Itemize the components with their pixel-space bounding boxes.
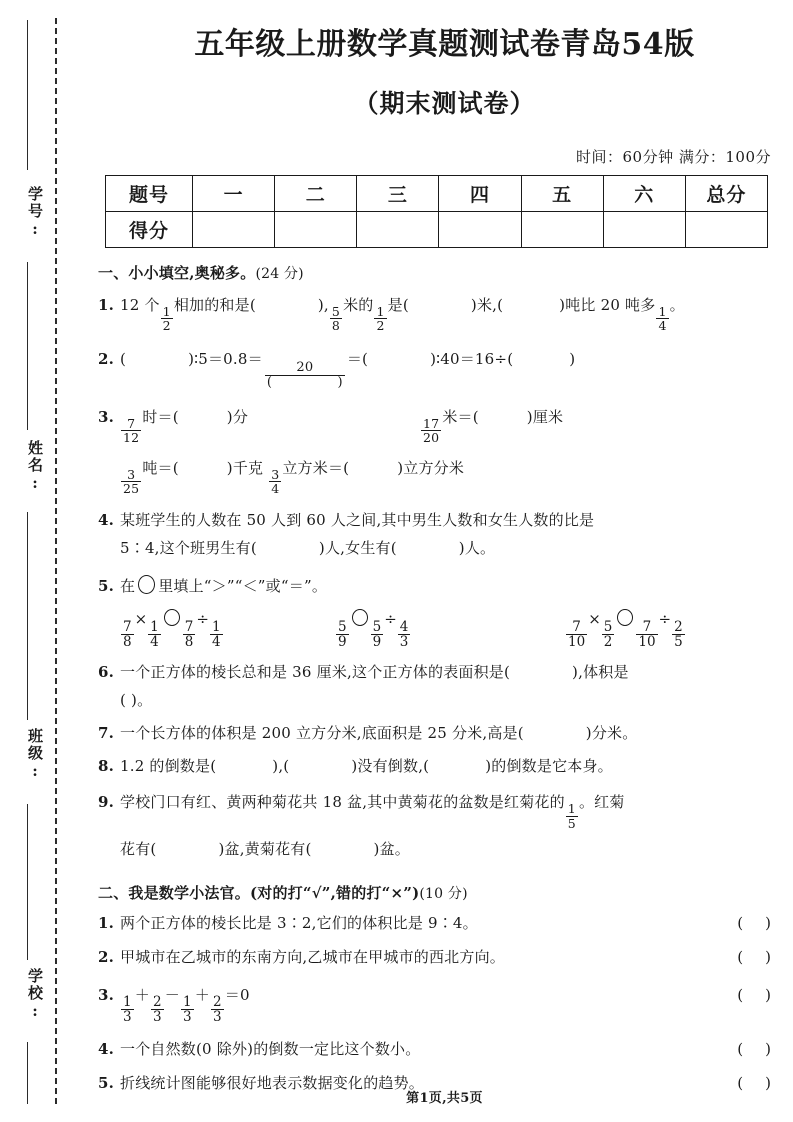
fill-in-question-9 [96,789,793,863]
table-row-header [106,175,768,211]
fill-in-question-8 [96,753,793,781]
q1-part-6: )米,( [470,295,504,314]
margin-rule-3 [27,512,28,720]
comparison-circle-icon [138,575,155,594]
q8-part-b: ),( [272,756,290,775]
fraction-1-3-b: $\frac{1}{3}$ [183,994,192,1026]
q9-line-1b: 。红菊 [578,793,625,812]
margin-label-name: 姓名: [26,440,44,494]
true-false-answer-blank-5[interactable]: ( ) [737,1073,771,1092]
margin-label-class: 班级: [26,728,44,782]
true-false-math-expression [120,982,250,1025]
true-false-answer-blank-3[interactable]: ( ) [737,985,771,1004]
q7-part-b: )分米。 [585,723,638,742]
q3-d-text: 立方米＝( [282,458,350,477]
question-number: 5. [98,1073,115,1092]
operator-minus: － [164,985,180,1004]
score-cell-5[interactable] [521,211,603,247]
fraction-three-twentyfifths: $\frac{3}{25}$ [123,466,140,496]
q4-line-2a: 5∶4,这个班男生有( [120,538,257,557]
fraction-2-3: $\frac{2}{3}$ [153,994,162,1026]
page-subtitle: （期末测试卷） [353,88,536,118]
left-margin-column [0,0,96,1122]
question-number: 3. [98,408,115,427]
q1-part-1: 12 个 [120,295,160,314]
score-cell-1[interactable] [193,211,275,247]
q3-a-unit: )分 [226,408,249,427]
question-number: 9. [98,793,115,812]
page-footer: 第1页,共5页 [406,1091,483,1106]
fraction-seven-twelfths: $\frac{7}{12}$ [123,416,140,446]
question-number: 7. [98,723,115,742]
true-false-item-2 [96,944,793,971]
question-number: 1. [98,295,115,314]
operator-times-3: × [588,610,601,629]
section-1-index: 一、 [98,263,129,282]
conversion-row-2 [120,455,793,496]
section-heading-true-false [96,882,793,903]
table-row-scores [106,211,768,247]
fraction-5-2: $\frac{5}{2}$ [603,618,613,651]
question-number: 4. [98,1039,115,1058]
true-false-answer-blank-1[interactable]: ( ) [737,913,771,932]
score-table-col-2: 二 [275,175,357,211]
true-false-text: 两个正方体的棱长比是 3∶2,它们的体积比是 9∶4。 [120,913,478,932]
comparison-circle-icon-2[interactable] [352,609,368,626]
page-title: 五年级上册数学真题测试卷青岛54版 [194,27,695,62]
question-number: 2. [98,947,115,966]
q9-line-2c: )盆。 [373,839,410,858]
true-false-text: 折线统计图能够很好地表示数据变化的趋势。 [120,1073,425,1092]
question-number: 1. [98,913,115,932]
q8-part-c: )没有倒数,( [351,756,430,775]
score-table-col-1: 一 [193,175,275,211]
section-2-index: 二、 [98,883,129,902]
q2-part-2: )∶5＝0.8＝ [188,350,263,368]
comparison-circle-icon-3[interactable] [617,609,633,626]
fraction-5-9-b: $\frac{5}{9}$ [372,618,382,651]
conversion-c [120,458,264,496]
q7-part-a: 一个长方体的体积是 200 立方分米,底面积是 25 分米,高是( [120,723,524,742]
question-number: 8. [98,756,115,775]
operator-plus: ＋ [134,985,150,1004]
fill-in-question-2 [96,346,793,390]
fraction-2-3-b: $\frac{2}{3}$ [213,994,222,1026]
q3-d-unit: )立方分米 [397,458,465,477]
fraction-seventeen-twentieths: $\frac{17}{20}$ [423,416,440,446]
margin-label-student-number: 学号: [26,186,44,240]
fraction-2-5: $\frac{2}{5}$ [674,618,683,651]
true-false-answer-blank-2[interactable]: ( ) [737,947,771,966]
conversion-b [420,404,563,445]
q1-part-5: 是( [387,295,409,314]
section-2-title: 我是数学小法官。(对的打“√”,错的打“×”) [128,883,420,902]
score-table [105,175,768,248]
comparison-item-3 [565,606,686,649]
q5-prompt-a: 在 [120,576,136,595]
fraction-one-half-2: $\frac{1}{2}$ [376,303,385,333]
fraction-one-quarter: $\frac{1}{4}$ [658,303,667,333]
q3-a-text: 时＝( [142,408,179,427]
comparison-item-2 [335,606,565,649]
fraction-one-half: $\frac{1}{2}$ [162,303,171,333]
q1-part-3: ), [317,295,329,314]
score-cell-total[interactable] [685,211,767,247]
q8-part-d: )的倒数是它本身。 [485,756,613,775]
conversion-row-1 [120,404,793,445]
fraction-one-fifth: $\frac{1}{5}$ [567,801,576,831]
q2-part-1: ( [120,350,127,368]
fraction-five-eighths: $\frac{5}{8}$ [331,303,341,333]
comparison-expressions-row [96,606,793,649]
operator-divide-3: ÷ [658,610,672,629]
q3-b-unit: )厘米 [526,408,564,427]
score-table-col-5: 五 [521,175,603,211]
score-cell-6[interactable] [603,211,685,247]
q2-part-3: ＝( [346,350,369,368]
fill-in-question-6 [96,659,793,715]
q5-prompt-b: 里填上“＞”“＜”或“＝”。 [158,576,328,595]
score-table-col-6: 六 [603,175,685,211]
fraction-7-8-b: $\frac{7}{8}$ [184,618,194,651]
true-false-item-4 [96,1036,793,1063]
q9-line-2a: 花有( [120,839,157,858]
q6-line-1b: ),体积是 [572,663,629,682]
score-table-col-4: 四 [439,175,521,211]
fill-in-question-3 [96,404,793,495]
score-cell-3[interactable] [357,211,439,247]
q1-part-8: 。 [669,295,685,314]
fraction-numerator: 20 [296,359,314,375]
question-number: 4. [98,511,115,530]
q4-line-2c: )人。 [458,538,496,557]
fraction-three-quarters: $\frac{3}{4}$ [271,466,280,496]
q3-b-text: 米＝( [442,408,479,427]
operator-plus-2: ＋ [194,985,210,1004]
score-table-col-total: 总分 [685,175,767,211]
margin-rule-4 [27,804,28,960]
fraction-1-3: $\frac{1}{3}$ [123,994,132,1026]
score-cell-4[interactable] [439,211,521,247]
margin-label-school: 学校: [26,968,44,1022]
margin-rule-1 [27,20,28,170]
comparison-item-1 [120,606,335,649]
q1-part-7: )吨比 20 吨多 [559,295,656,314]
question-number: 2. [98,350,115,368]
true-false-answer-blank-4[interactable]: ( ) [737,1039,771,1058]
q6-line-1a: 一个正方体的棱长总和是 36 厘米,这个正方体的表面积是( [120,663,511,682]
question-number: 5. [98,576,115,595]
time-and-total-score: 时间：60分钟 满分：100分 [576,147,771,166]
equals-zero: ＝0 [224,985,250,1004]
q4-line-1: 某班学生的人数在 50 人到 60 人之间,其中男生人数和女生人数的比是 [120,511,595,530]
score-table-row-label-number: 题号 [106,175,193,211]
section-2-points: (10 分) [419,885,468,902]
q3-c-text: 吨＝( [142,458,179,477]
section-1-points: (24 分) [255,265,304,282]
q9-line-2 [120,836,793,864]
fraction-twenty-over-blank [265,361,345,391]
fraction-denominator-blank[interactable]: ( ) [266,374,343,390]
question-number: 3. [98,985,115,1004]
comparison-circle-icon-1[interactable] [164,609,180,626]
operator-divide: ÷ [196,610,209,629]
q2-part-4: )∶40＝16÷( [430,350,514,368]
fraction-1-4: $\frac{1}{4}$ [150,618,159,651]
seal-dashed-line [55,18,57,1104]
fill-in-question-7 [96,720,793,748]
fraction-4-3: $\frac{4}{3}$ [399,618,409,651]
conversion-a [120,404,420,445]
fraction-7-8: $\frac{7}{8}$ [123,618,132,651]
operator-times: × [134,610,148,629]
margin-rule-5 [27,1042,28,1104]
score-table-row-label-score: 得分 [106,211,193,247]
q1-part-2: 相加的和是( [173,295,256,314]
true-false-item-1 [96,910,793,937]
q4-line-2 [120,535,793,563]
conversion-d [268,458,465,496]
fraction-1-4-b: $\frac{1}{4}$ [211,618,221,651]
q9-line-1a: 学校门口有红、黄两种菊花共 18 盆,其中黄菊花的盆数是红菊花的 [120,793,565,812]
margin-rule-2 [27,262,28,430]
q8-part-a: 1.2 的倒数是( [120,756,217,775]
exam-sheet [96,0,793,1122]
true-false-text: 一个自然数(0 除外)的倒数一定比这个数小。 [120,1039,421,1058]
q1-part-4: 米的 [343,295,374,314]
fraction-7-10: $\frac{7}{10}$ [568,618,586,651]
true-false-text: 甲城市在乙城市的东南方向,乙城市在甲城市的西北方向。 [120,947,505,966]
fraction-5-9: $\frac{5}{9}$ [338,618,347,651]
q2-part-5: ) [569,350,576,368]
q3-c-unit: )千克 [226,458,264,477]
section-1-title: 小小填空,奥秘多。 [128,263,256,282]
score-cell-2[interactable] [275,211,357,247]
q9-line-2b: )盆,黄菊花有( [218,839,312,858]
fill-in-question-5 [96,573,793,601]
score-table-col-3: 三 [357,175,439,211]
question-number: 6. [98,663,115,682]
fraction-7-10-b: $\frac{7}{10}$ [638,618,656,651]
q4-line-2b: )人,女生有( [318,538,397,557]
fill-in-question-4 [96,507,793,563]
q6-line-2[interactable]: ( )。 [120,691,153,710]
fill-in-question-1 [96,292,793,333]
operator-divide-2: ÷ [384,610,397,629]
true-false-item-3 [96,982,793,1025]
section-heading-fill-in [96,262,793,283]
